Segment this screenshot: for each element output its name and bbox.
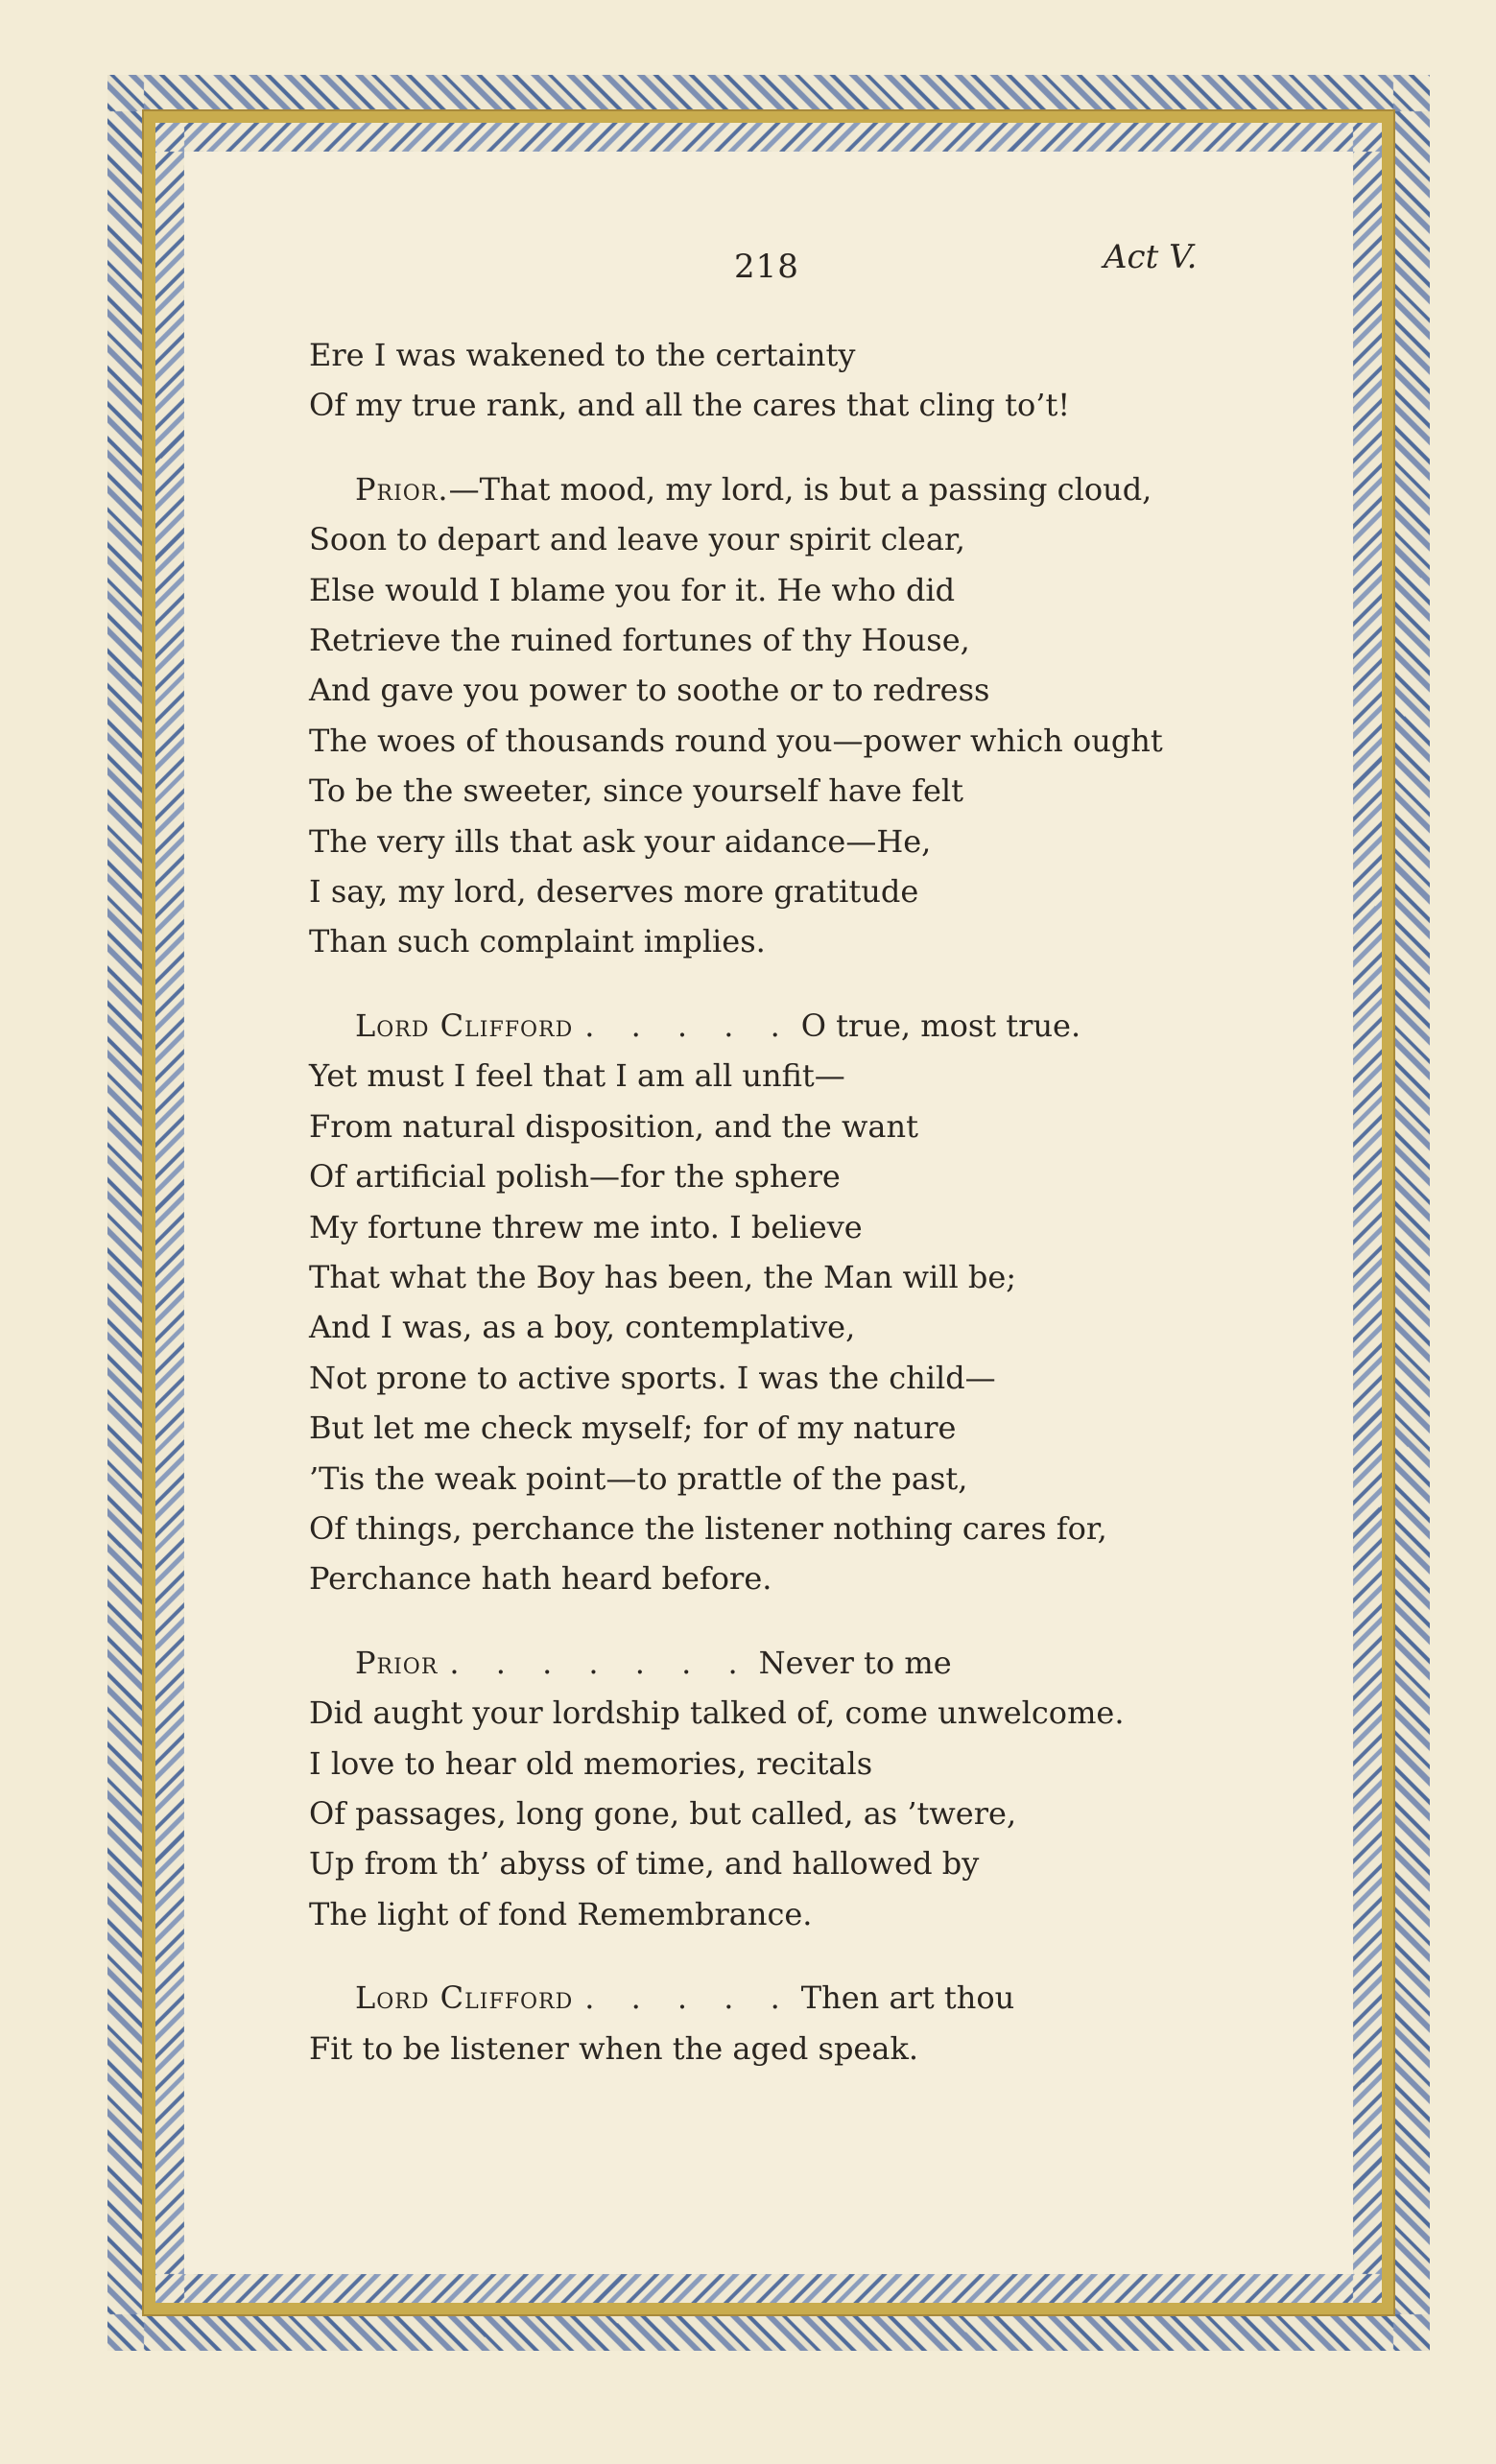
verse-line: That what the Boy has been, the Man will be;	[309, 1258, 1017, 1295]
verse-line: ’Tis the weak point—to prattle of the past,	[309, 1459, 968, 1497]
speaker-line	[309, 464, 1249, 514]
speech-opening: O true, most true.	[800, 1007, 1081, 1044]
speech-opening: Never to me	[758, 1644, 952, 1681]
verse-line: Soon to depart and leave your spirit clear,	[309, 521, 965, 558]
verse-line: Of my true rank, and all the cares that cling to’t!	[309, 387, 1071, 424]
verse-line: The light of fond Remembrance.	[309, 1895, 813, 1932]
verse-line: And I was, as a boy, contemplative,	[309, 1309, 856, 1346]
speaker-line	[309, 1973, 1249, 2023]
verse-line: But let me check myself; for of my nature	[309, 1410, 957, 1447]
stanza-4	[309, 1638, 1249, 1939]
leader-dots: . . . . . . .	[449, 1644, 751, 1681]
speaker-line	[309, 1001, 1249, 1051]
verse-line: My fortune threw me into. I believe	[309, 1208, 863, 1245]
verse-line: The woes of thousands round you—power which ought	[309, 722, 1163, 759]
speech-opening: Then art thou	[800, 1979, 1015, 2017]
leader-dots: . . . . .	[584, 1979, 794, 2017]
verse-line: Of things, perchance the listener nothing cares for,	[309, 1509, 1107, 1547]
verse-line: I say, my lord, deserves more gratitude	[309, 873, 919, 911]
stanza-5	[309, 1973, 1249, 2073]
speech-opening: —That mood, my lord, is but a passing cloud,	[448, 470, 1152, 508]
speaker-line	[309, 1638, 1249, 1688]
verse-line: Of passages, long gone, but called, as ’twere,	[309, 1794, 1017, 1832]
verse-text	[309, 330, 1249, 2107]
page-number: 218	[734, 248, 799, 286]
verse-line: Than such complaint implies.	[309, 923, 766, 960]
verse-line: Perchance hath heard before.	[309, 1560, 772, 1598]
verse-line: The very ills that ask your aidance—He,	[309, 822, 932, 860]
verse-line: To be the sweeter, since yourself have felt	[309, 772, 963, 810]
verse-line: Not prone to active sports. I was the child—	[309, 1359, 996, 1396]
speaker-name: Prior.	[355, 470, 449, 508]
speaker-name: Prior	[355, 1644, 439, 1681]
speaker-name: Lord Clifford	[355, 1007, 574, 1044]
verse-line: Up from th’ abyss of time, and hallowed by	[309, 1845, 980, 1883]
verse-line: From natural disposition, and the want	[309, 1107, 918, 1145]
stanza-3	[309, 1001, 1249, 1604]
verse-line: Fit to be listener when the aged speak.	[309, 2029, 918, 2067]
verse-line: Else would I blame you for it. He who did	[309, 571, 956, 608]
stanza-2	[309, 464, 1249, 967]
verse-line: Ere I was wakened to the certainty	[309, 337, 856, 373]
act-label: Act V.	[1104, 238, 1198, 276]
verse-line: Of artificial polish—for the sphere	[309, 1158, 841, 1196]
verse-line: I love to hear old memories, recitals	[309, 1744, 873, 1782]
verse-line: Retrieve the ruined fortunes of thy House,	[309, 622, 970, 659]
speaker-name: Lord Clifford	[355, 1979, 574, 2017]
leader-dots: . . . . .	[584, 1007, 794, 1044]
stanza-1	[309, 330, 1249, 431]
verse-line: Did aught your lordship talked of, come unwelcome.	[309, 1694, 1125, 1732]
verse-line: Yet must I feel that I am all unfit—	[309, 1057, 845, 1095]
verse-line: And gave you power to soothe or to redress	[309, 672, 990, 709]
